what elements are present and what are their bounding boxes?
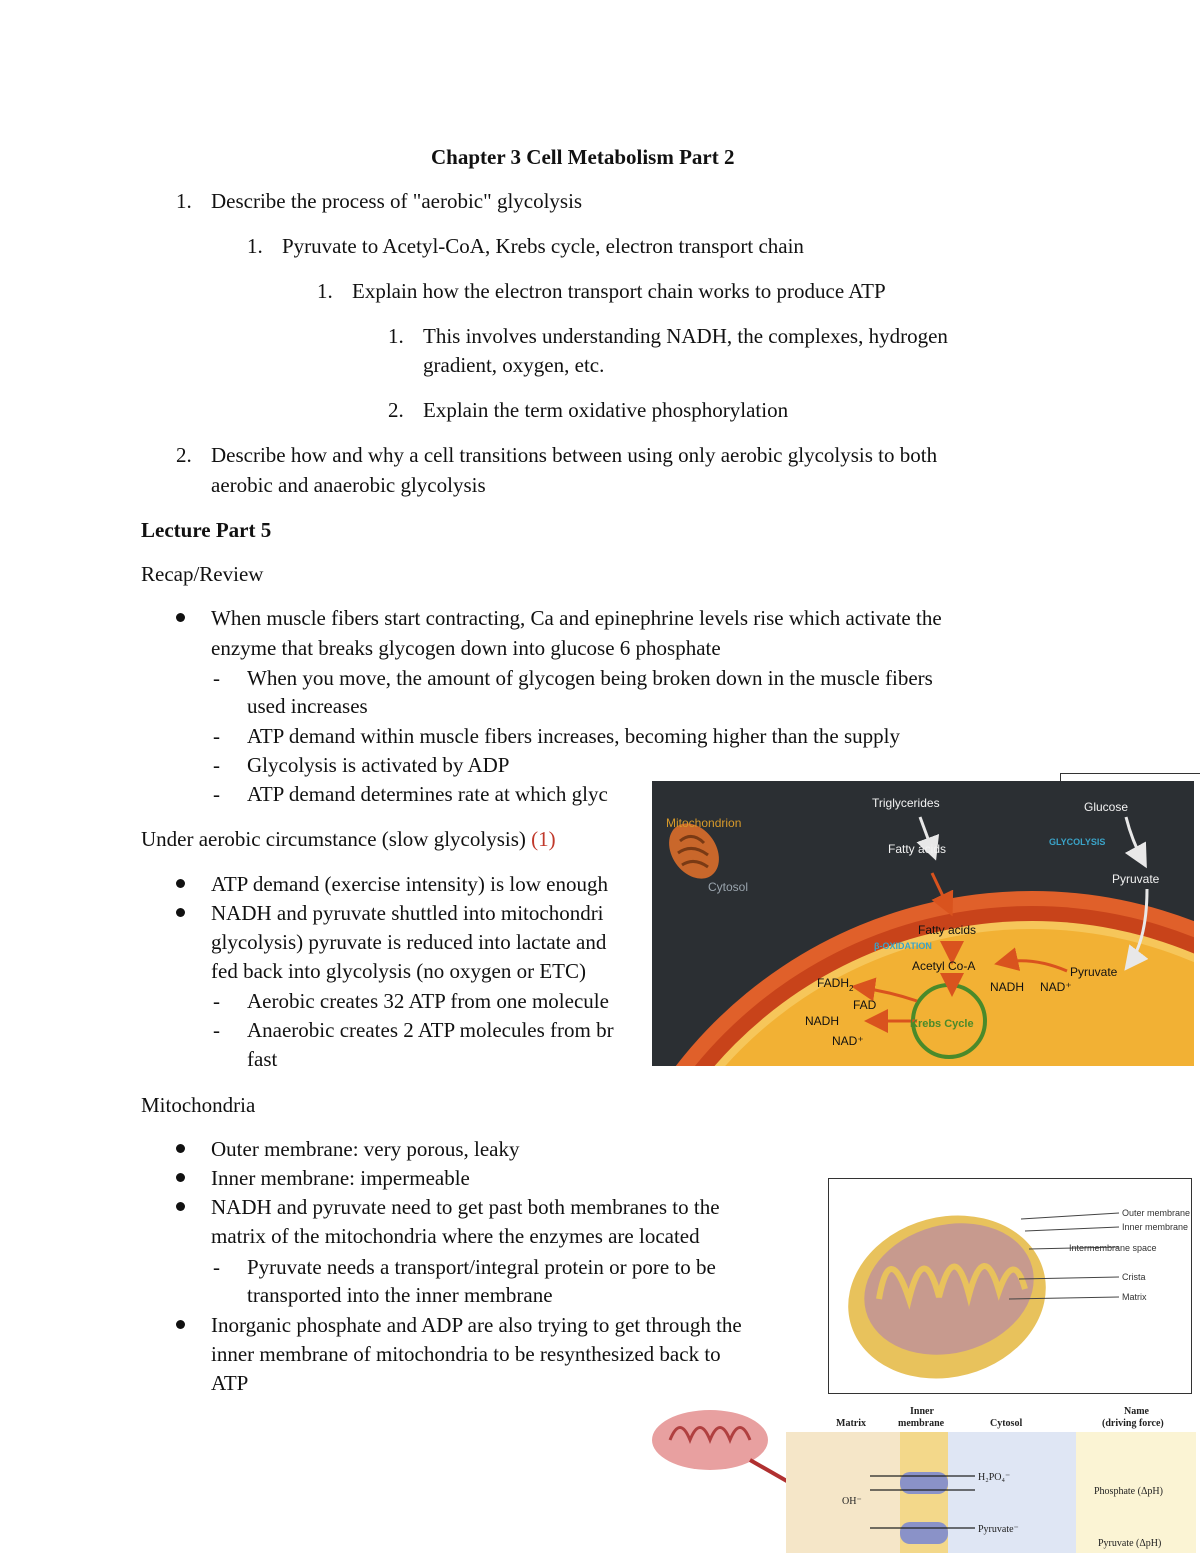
list-item: Pyruvate to Acetyl-CoA, Krebs cycle, electron transport chain [282,234,804,258]
bullet-item: Inorganic phosphate and ADP are also trying to get through the [211,1313,742,1337]
bullet-icon [176,908,185,917]
bullet-item-cont: enzyme that breaks glycogen down into glucose 6 phosphate [211,636,721,660]
transporter-figure [650,1400,1196,1553]
fatty-acids-label: Fatty acids [918,923,977,937]
nad-left-label: NAD⁺ [832,1034,864,1048]
dash-icon: - [213,782,220,806]
phosphate-name: Phosphate (ΔpH) [1094,1486,1163,1497]
mitochondrion-label: Mitochondrion [666,816,742,830]
list-item: This involves understanding NADH, the complexes, hydrogen [423,324,948,348]
page-title: Chapter 3 Cell Metabolism Part 2 [431,145,735,169]
metabolism-diagram [652,781,1194,1066]
krebs-cycle-label: Krebs Cycle [910,1018,974,1030]
pyruvate-name: Pyruvate (ΔpH) [1098,1538,1162,1549]
subsection-heading: Mitochondria [141,1093,256,1117]
mitochondrion-diagram [829,1179,1191,1393]
bullet-item-cont: ATP [211,1371,249,1395]
dash-icon: - [213,753,220,777]
bullet-item-cont: fed back into glycolysis (no oxygen or ETC) [211,959,587,983]
cytosol-header: Cytosol [990,1418,1023,1429]
dash-item: When you move, the amount of glycogen being broken down in the muscle fibers [247,666,933,690]
bullet-item-cont: inner membrane of mitochondria to be resynthesized back to [211,1342,721,1366]
list-item: Describe the process of "aerobic" glycolysis [211,189,583,213]
list-item: Explain the term oxidative phosphorylation [423,398,789,422]
cytosol-label: Cytosol [708,880,749,894]
matrix-header: Matrix [836,1418,866,1429]
bullet-item: NADH and pyruvate need to get past both membranes to the [211,1195,720,1219]
triglycerides-label: Triglycerides [872,796,940,810]
crista-label: Crista [1122,1272,1146,1282]
pyruvate-ion-label: Pyruvate⁻ [978,1524,1019,1535]
dash-item: Anaerobic creates 2 ATP molecules from br [247,1018,614,1042]
nadh-left-label: NADH [805,1014,840,1028]
subsection-heading [141,827,556,851]
glycolysis-label: GLYCOLYSIS [1049,837,1106,847]
glucose-label: Glucose [1084,800,1129,814]
bullet-icon [176,1320,185,1329]
name-header-1: Name [1124,1406,1149,1417]
bullet-icon [176,1202,185,1211]
mitochondrion-structure-figure [828,1178,1192,1394]
bullet-item: When muscle fibers start contracting, Ca and epinephrine levels rise which activate the [211,606,942,630]
section-heading: Lecture Part 5 [141,518,272,542]
oh-label: OH⁻ [842,1496,862,1507]
pyruvate-top-label: Pyruvate [1112,872,1160,886]
bullet-item: Outer membrane: very porous, leaky [211,1137,520,1161]
bullet-item-cont: glycolysis) pyruvate is reduced into lactate and [211,930,607,954]
reference-marker: (1) [531,827,556,851]
subsection-heading: Recap/Review [141,562,264,586]
name-header-2: (driving force) [1102,1418,1164,1429]
dash-item-cont: fast [247,1047,278,1071]
metabolism-figure [652,781,1194,1066]
pyruvate-carrier [900,1522,948,1544]
bullet-item: Inner membrane: impermeable [211,1166,470,1190]
list-number: 1. [388,324,404,348]
inner-header-2: membrane [898,1418,945,1429]
bullet-item: ATP demand (exercise intensity) is low enough [211,872,608,896]
matrix-label: Matrix [1122,1292,1147,1302]
dash-item: Glycolysis is activated by ADP [247,753,510,777]
dash-icon: - [213,724,220,748]
dash-item-cont: transported into the inner membrane [247,1283,553,1307]
list-number: 1. [247,234,263,258]
dash-icon: - [213,1018,220,1042]
dash-item: Aerobic creates 32 ATP from one molecule [247,989,609,1013]
fad-label: FAD [853,998,877,1012]
dash-icon: - [213,989,220,1013]
transporter-diagram [650,1400,1196,1553]
list-item-cont: aerobic and anaerobic glycolysis [211,473,486,497]
aerobic-heading-text: Under aerobic circumstance (slow glycolysis) [141,827,526,851]
bullet-icon [176,1144,185,1153]
dash-item: Pyruvate needs a transport/integral protein or pore to be [247,1255,716,1279]
nadh-right-label: NADH [990,980,1025,994]
bullet-item-cont: matrix of the mitochondria where the enzymes are located [211,1224,700,1248]
acetyl-coa-label: Acetyl Co-A [912,959,976,973]
list-item-cont: gradient, oxygen, etc. [423,353,605,377]
list-number: 1. [176,189,192,213]
list-number: 1. [317,279,333,303]
list-item: Explain how the electron transport chain works to produce ATP [352,279,886,303]
dash-icon: - [213,666,220,690]
dash-item: ATP demand determines rate at which glyc [247,782,608,806]
inner-header-1: Inner [910,1406,934,1417]
list-number: 2. [176,443,192,467]
intermembrane-label: Intermembrane space [1069,1243,1157,1253]
fatty-acids-top-label: Fatty acids [888,842,947,856]
bullet-icon [176,613,185,622]
dash-icon: - [213,1255,220,1279]
list-item: Describe how and why a cell transitions between using only aerobic glycolysis to both [211,443,938,467]
outer-membrane-label: Outer membrane [1122,1208,1191,1218]
bullet-icon [176,879,185,888]
phosphate-carrier [900,1472,948,1494]
dash-item: ATP demand within muscle fibers increases, becoming higher than the supply [247,724,900,748]
inner-membrane-label: Inner membrane [1122,1222,1189,1232]
pyruvate-label: Pyruvate [1070,965,1118,979]
bullet-item: NADH and pyruvate shuttled into mitochondri [211,901,604,925]
fadh2-label: $FADH_2$ [817,976,854,993]
dash-item-cont: used increases [247,694,368,718]
list-number: 2. [388,398,404,422]
h2po4-label: H₂PO₄⁻ [978,1472,1011,1483]
bullet-icon [176,1173,185,1182]
beta-oxidation-label: β-OXIDATION [874,941,932,951]
nad-right-label: NAD⁺ [1040,980,1072,994]
